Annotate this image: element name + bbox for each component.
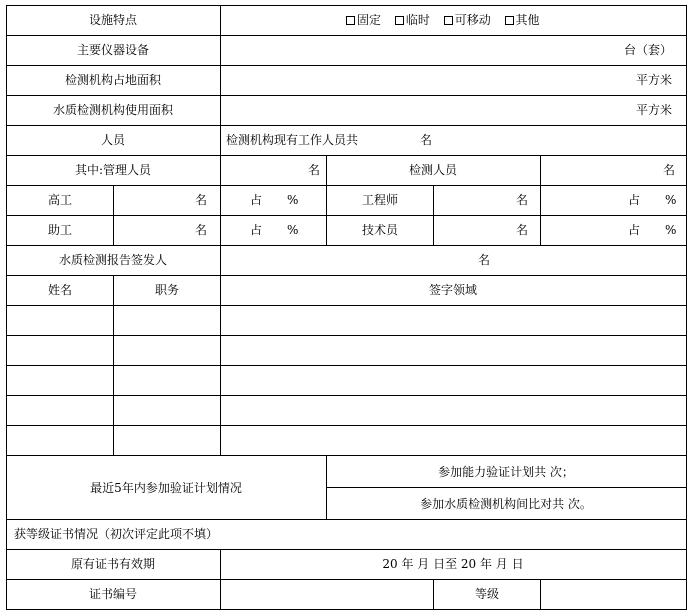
facility-option-other[interactable]: 其他: [505, 13, 540, 27]
facility-options: [346, 13, 550, 27]
verification-line-2: 参加水质检测机构间比对共 次。: [420, 497, 592, 511]
technician-label: 技术员: [361, 223, 399, 237]
signer-row[interactable]: [7, 426, 686, 455]
col-title-header: 职务: [154, 283, 180, 297]
checkbox-icon[interactable]: [395, 16, 404, 25]
floor-area-label: 检测机构占地面积: [64, 73, 162, 87]
facility-option-movable[interactable]: 可移动: [444, 13, 491, 27]
line-v: [113, 185, 114, 245]
line-v: [326, 155, 327, 245]
col-field-header: 签字领域: [428, 283, 478, 297]
line-h: [6, 215, 687, 216]
verification-line-1: 参加能力验证计划共 次；: [438, 465, 574, 479]
assistant-engineer-label: 助工: [47, 223, 73, 237]
signer-row[interactable]: [7, 366, 686, 395]
line-v: [326, 455, 327, 519]
technician-pct-b: %: [665, 223, 677, 237]
line-h: [6, 519, 687, 520]
line-right: [686, 5, 687, 610]
cert-grade-label: 等级: [474, 587, 500, 601]
line-h: [6, 549, 687, 550]
assistant-engineer-pct-a: 占: [250, 223, 263, 237]
line-h: [6, 245, 687, 246]
signers-unit: 名: [477, 253, 491, 267]
line-h: [6, 65, 687, 66]
line-v: [433, 185, 434, 245]
line-h: [6, 35, 687, 36]
line-v: [220, 549, 221, 610]
facility-option-fixed[interactable]: 固定: [346, 13, 381, 27]
signer-row[interactable]: [7, 396, 686, 425]
line-top: [6, 5, 687, 6]
line-v: [540, 579, 541, 610]
staff-unit: 名: [420, 133, 433, 147]
checkbox-icon[interactable]: [346, 16, 355, 25]
engineer-label: 工程师: [361, 193, 399, 207]
line-v: [540, 155, 541, 245]
use-area-unit: 平方米: [635, 103, 672, 117]
line-v: [433, 579, 434, 610]
senior-engineer-pct-b: %: [287, 193, 299, 207]
cert-number-label: 证书编号: [88, 587, 138, 601]
test-label: 检测人员: [408, 163, 458, 177]
mgmt-label: 其中:管理人员: [74, 163, 152, 177]
senior-engineer-label: 高工: [47, 193, 73, 207]
line-h-partial: [326, 487, 687, 488]
instruments-label: 主要仪器设备: [76, 43, 150, 57]
line-h: [6, 155, 687, 156]
mgmt-unit: 名: [307, 163, 320, 177]
line-h: [6, 579, 687, 580]
signer-row[interactable]: [7, 336, 686, 365]
line-h: [6, 185, 687, 186]
engineer-unit: 名: [515, 193, 528, 207]
floor-area-unit: 平方米: [635, 73, 672, 87]
validity-value: 20 年 月 日至 20 年 月 日: [382, 557, 524, 571]
facility-option-temporary[interactable]: 临时: [395, 13, 430, 27]
line-v: [220, 5, 221, 155]
grade-label: 获等级证书情况（初次评定此项不填）: [14, 527, 219, 541]
use-area-label: 水质检测机构使用面积: [52, 103, 174, 117]
staff-current: 检测机构现有工作人员共: [226, 133, 359, 147]
line-h: [6, 455, 687, 456]
facility-label: 设施特点: [88, 13, 138, 27]
signers-label: 水质检测报告签发人: [58, 253, 168, 267]
line-h: [6, 95, 687, 96]
test-unit: 名: [662, 163, 675, 177]
signer-row[interactable]: [7, 306, 686, 335]
technician-unit: 名: [515, 223, 528, 237]
staff-label: 人员: [100, 133, 126, 147]
line-h: [6, 125, 687, 126]
engineer-pct-b: %: [665, 193, 677, 207]
checkbox-icon[interactable]: [444, 16, 453, 25]
col-name-header: 姓名: [47, 283, 73, 297]
assistant-engineer-pct-b: %: [287, 223, 299, 237]
verification-label: 最近5年内参加验证计划情况: [90, 481, 242, 495]
assistant-engineer-unit: 名: [194, 223, 207, 237]
technician-pct-a: 占: [628, 223, 641, 237]
validity-label: 原有证书有效期: [70, 557, 156, 571]
senior-engineer-pct-a: 占: [250, 193, 263, 207]
checkbox-icon[interactable]: [505, 16, 514, 25]
line-h: [6, 275, 687, 276]
instruments-unit: 台（套）: [623, 43, 672, 57]
line-bottom: [6, 609, 687, 610]
senior-engineer-unit: 名: [194, 193, 207, 207]
engineer-pct-a: 占: [628, 193, 641, 207]
